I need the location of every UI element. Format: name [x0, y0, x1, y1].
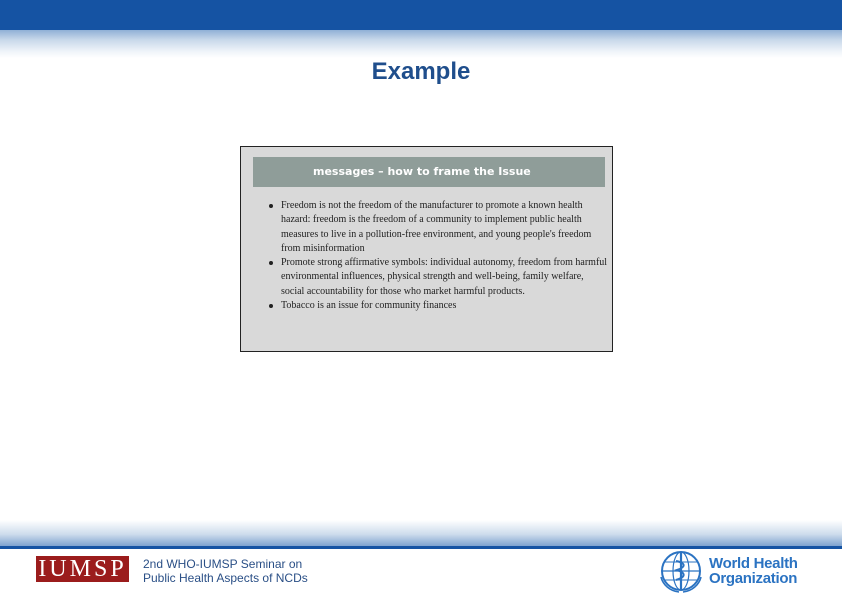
top-header-band	[0, 0, 842, 30]
figure-header-text: messages – how to frame the Issue	[313, 165, 531, 178]
figure-header-bar	[253, 157, 605, 187]
slide-title: Example	[371, 58, 471, 85]
figure-bullet-item: Promote strong affirmative symbols: individual autonomy, freedom from harmful environmental influences, physical strength and well-being, family welfare, social accountability for those who market harmful products.	[269, 256, 609, 299]
seminar-line-1: 2nd WHO-IUMSP Seminar on	[143, 557, 303, 571]
who-wordmark	[709, 556, 798, 586]
iumsp-logo: IUMSP	[36, 556, 129, 582]
bottom-gradient-band	[0, 520, 842, 546]
seminar-caption	[143, 557, 308, 585]
figure-bullet-item: Tobacco is an issue for community finances	[269, 299, 609, 313]
bottom-rule	[0, 546, 842, 549]
figure-bullet-list	[269, 199, 609, 313]
who-line-1: World Health	[709, 555, 798, 572]
top-gradient-band	[0, 30, 842, 58]
embedded-figure	[240, 146, 613, 352]
who-line-2: Organization	[709, 570, 798, 587]
who-emblem-icon	[657, 549, 705, 593]
figure-bullet-item: Freedom is not the freedom of the manufacturer to promote a known health hazard: freedom is the freedom of a community to implement public health measures to live in a pollution-free environment, and young people's freedom from misinformation	[269, 199, 609, 256]
seminar-line-2: Public Health Aspects of NCDs	[143, 571, 308, 585]
